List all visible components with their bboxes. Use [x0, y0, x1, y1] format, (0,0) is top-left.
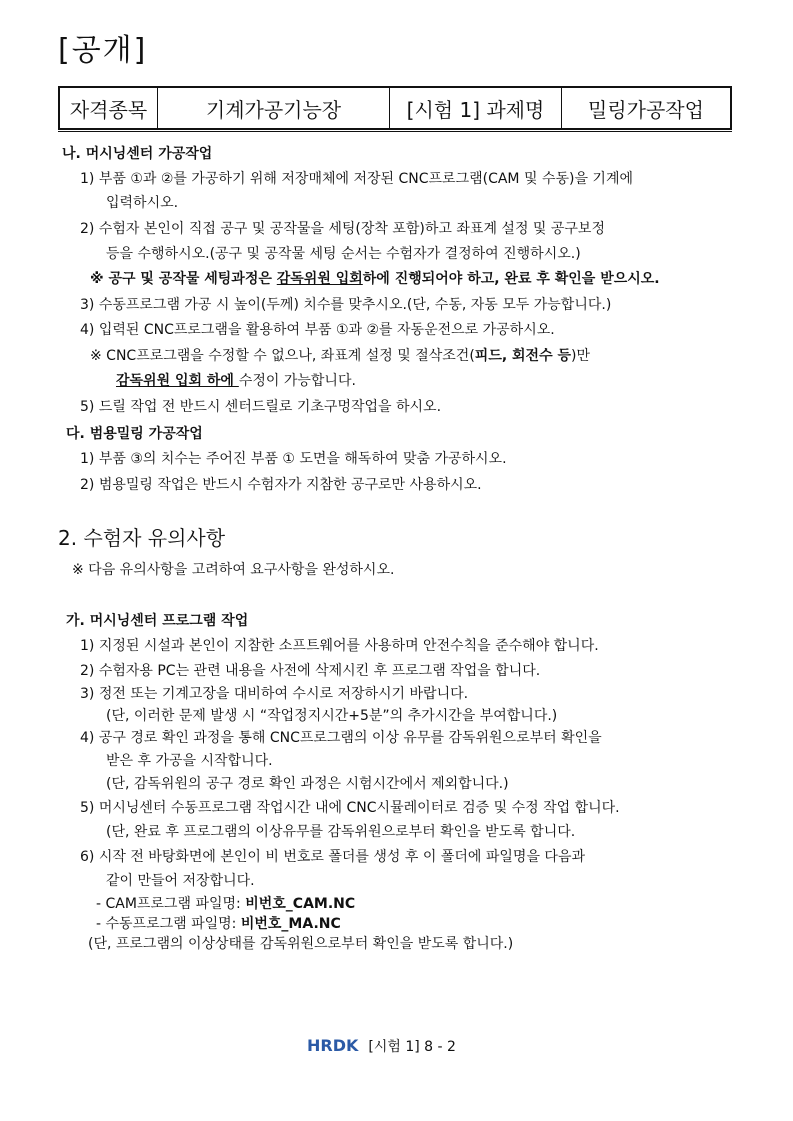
- note1-prefix: ※ 공구 및 공작물 세팅과정은: [90, 271, 277, 287]
- section-na-line: 2) 수험자 본인이 직접 공구 및 공작물을 세팅(장착 포함)하고 좌표계 설정 및 공구보정: [80, 221, 605, 237]
- note1-underlined: 감독위원 입회: [276, 271, 363, 287]
- section-na-line5: 5) 드릴 작업 전 반드시 센터드릴로 기초구멍작업을 하시오.: [80, 399, 442, 415]
- header-table: [58, 86, 732, 130]
- section-da-line: 1) 부품 ③의 치수는 주어진 부품 ① 도면을 해독하여 맞춤 가공하시오.: [80, 451, 507, 467]
- section-na-note2: [90, 348, 590, 364]
- note1-suffix: 하에 진행되어야 하고, 완료 후 확인을 받으시오.: [362, 271, 660, 287]
- header-divider: [58, 131, 732, 132]
- page-label: [공개]: [58, 33, 148, 68]
- note2-rest: 수정이 가능합니다.: [238, 373, 356, 389]
- section-na-note2-line2: [116, 373, 356, 389]
- file-ma: [96, 916, 341, 932]
- section-na-line: 1) 부품 ①과 ②를 가공하기 위해 저장매체에 저장된 CNC프로그램(CAM 및 수동)을 기계에: [80, 171, 633, 187]
- section-ga-heading: 가. 머시닝센터 프로그램 작업: [66, 613, 249, 629]
- note2-bold: 피드, 회전수 등: [474, 348, 572, 364]
- section-ga-line: 3) 정전 또는 기계고장을 대비하여 수시로 저장하시기 바랍니다.: [80, 686, 469, 702]
- section-ga-line: 4) 공구 경로 확인 과정을 통해 CNC프로그램의 이상 유무를 감독위원으로부터 확인을: [80, 730, 602, 746]
- section-ga-line: 1) 지정된 시설과 본인이 지참한 소프트웨어를 사용하며 안전수칙을 준수해야 합니다.: [80, 638, 599, 654]
- section-ga-line: 같이 만들어 저장합니다.: [106, 873, 255, 889]
- section-ga-line: (단, 감독위원의 공구 경로 확인 과정은 시험시간에서 제외합니다.): [106, 776, 509, 792]
- qualification-value: 기계가공기능장: [158, 88, 390, 128]
- section2-heading: 2. 수험자 유의사항: [58, 526, 226, 550]
- section-ga-line: (단, 이러한 문제 발생 시 “작업정지시간+5분”의 추가시간을 부여합니다.): [106, 708, 558, 724]
- file-ma-value: 비번호_MA.NC: [240, 916, 341, 932]
- qualification-label: 자격종목: [60, 88, 158, 128]
- section-da-line: 2) 범용밀링 작업은 반드시 수험자가 지참한 공구로만 사용하시오.: [80, 477, 482, 493]
- section-na-line4: 4) 입력된 CNC프로그램을 활용하여 부품 ①과 ②를 자동운전으로 가공하시오.: [80, 322, 555, 338]
- file-cam-value: 비번호_CAM.NC: [245, 896, 356, 912]
- section-na-heading: 나. 머시닝센터 가공작업: [62, 146, 213, 162]
- note2-underlined: 감독위원 입회 하에: [116, 373, 239, 389]
- note2-suffix: )만: [571, 348, 591, 364]
- section-na-note1: [90, 271, 660, 287]
- section-da-heading: 다. 범용밀링 가공작업: [66, 426, 203, 442]
- page-footer: [307, 1037, 456, 1056]
- section2-intro: ※ 다음 유의사항을 고려하여 요구사항을 완성하시오.: [72, 562, 395, 578]
- file-cam: [96, 896, 355, 912]
- page-number: [시험 1] 8 - 2: [368, 1039, 456, 1055]
- file-cam-label: - CAM프로그램 파일명:: [96, 896, 246, 912]
- section-ga-line: (단, 완료 후 프로그램의 이상유무를 감독위원으로부터 확인을 받도록 합니다.: [106, 824, 576, 840]
- section-ga-line: 6) 시작 전 바탕화면에 본인이 비 번호로 폴더를 생성 후 이 폴더에 파일명을 다음과: [80, 849, 585, 865]
- section-ga-line: 2) 수험자용 PC는 관련 내용을 사전에 삭제시킨 후 프로그램 작업을 합니다.: [80, 663, 541, 679]
- section-ga-line: 받은 후 가공을 시작합니다.: [106, 753, 273, 769]
- hrdk-logo: HRDK: [307, 1036, 359, 1055]
- section-ga-line: 5) 머시닝센터 수동프로그램 작업시간 내에 CNC시뮬레이터로 검증 및 수정 작업 합니다.: [80, 800, 620, 816]
- note2-prefix: ※ CNC프로그램을 수정할 수 없으나, 좌표계 설정 및 절삭조건(: [90, 348, 475, 364]
- task-value: 밀링가공작업: [588, 97, 704, 122]
- task-label: [시험 1] 과제명: [390, 88, 562, 128]
- section-na-line: 등을 수행하시오.(공구 및 공작물 세팅 순서는 수험자가 결정하여 진행하시오.): [106, 246, 581, 262]
- section-na-line3: 3) 수동프로그램 가공 시 높이(두께) 치수를 맞추시오.(단, 수동, 자동 모두 가능합니다.): [80, 297, 612, 313]
- section-na-line: 입력하시오.: [106, 195, 179, 211]
- section-ga-closing: (단, 프로그램의 이상상태를 감독위원으로부터 확인을 받도록 합니다.): [88, 936, 514, 952]
- file-ma-label: - 수동프로그램 파일명:: [96, 916, 241, 932]
